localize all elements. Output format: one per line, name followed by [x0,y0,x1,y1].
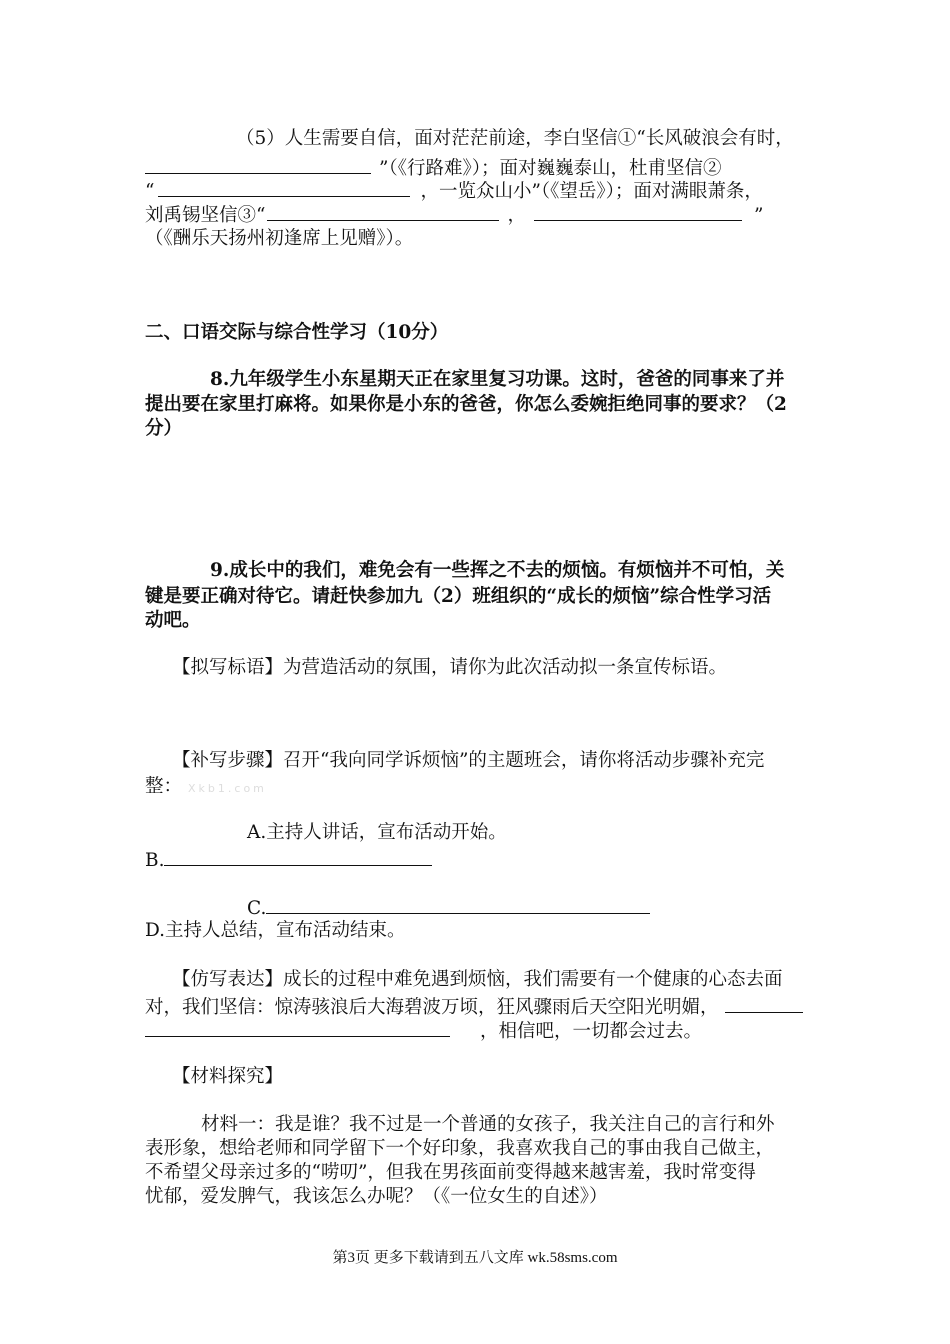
material-line2: 表形象，想给老师和同学留下一个好印象，我喜欢我自己的事由我自己做主， [145,1138,775,1159]
comma: ， [507,205,526,226]
slogan-prompt: 【拟写标语】为营造活动的氛围，请你为此次活动拟一条宣传标语。 [172,657,728,678]
q9-line3: 动吧。 [145,610,201,631]
q7-5-line4 [145,201,763,229]
q7-5-line3-text: ，一览众山小”（《望岳》）；面对满眼萧条， [420,181,763,202]
answer-blank-3[interactable] [267,201,499,221]
imitate-blank-1[interactable] [725,993,803,1013]
q7-5-line1: （5）人生需要自信，面对茫茫前途，李白坚信①“长风破浪会有时， [236,128,794,149]
step-c-label: C. [247,898,267,919]
imitate-line3 [145,1017,702,1045]
step-b-label: B. [145,850,165,871]
imitate-blank-2[interactable] [145,1017,450,1037]
imitate-line2-text: 对，我们坚信：惊涛骇浪后大海碧波万顷，狂风骤雨后天空阳光明媚， [145,997,719,1018]
q7-5-line2-text: ”（《行路难》）；面对巍巍泰山，杜甫坚信② [379,158,722,179]
step-c-blank[interactable] [266,894,650,914]
page-footer: 第3页 更多下载请到五八文库 wk.58sms.com [332,1250,618,1266]
q7-5-line5: （《酬乐天扬州初逢席上见赠》）。 [145,228,414,249]
answer-blank-4[interactable] [534,201,742,221]
close-quote: ” [753,205,764,226]
material-line4: 忧郁，爱发脾气，我该怎么办呢？（《一位女生的自述》） [145,1186,608,1207]
material-line3: 不希望父母亲过多的“唠叨”，但我在男孩面前变得越来越害羞，我时常变得 [145,1162,756,1183]
q8-line3: 分） [145,418,183,439]
step-d: D.主持人总结，宣布活动结束。 [145,920,406,941]
imitate-line1: 【仿写表达】成长的过程中难免遇到烦恼，我们需要有一个健康的心态去面 [172,969,783,990]
section-2-title: 二、口语交际与综合性学习（10分） [145,322,449,343]
imitate-line3-text: ，相信吧，一切都会过去。 [480,1021,703,1042]
material-title: 【材料探究】 [172,1066,284,1087]
answer-blank-2[interactable] [158,177,410,197]
step-b [145,846,432,874]
step-b-blank[interactable] [164,846,432,866]
watermark: Xkb1.com [188,782,267,795]
material-line1: 材料一：我是谁？我不过是一个普通的女孩子，我关注自己的言行和外 [201,1114,775,1135]
q8-line1: 8.九年级学生小东星期天正在家里复习功课。这时，爸爸的同事来了并 [210,369,785,390]
steps-line2 [145,774,267,802]
steps-line1: 【补写步骤】召开“我向同学诉烦恼”的主题班会，请你将活动步骤补充完 [172,750,765,771]
q9-line1: 9.成长中的我们，难免会有一些挥之不去的烦恼。有烦恼并不可怕，关 [210,560,785,581]
open-quote: “ [145,181,155,202]
steps-line2-text: 整： [145,776,183,797]
q8-line2: 提出要在家里打麻将。如果你是小东的爸爸，你怎么委婉拒绝同事的要求？（2 [145,394,787,415]
q7-5-line4-head: 刘禹锡坚信③“ [145,205,266,226]
answer-blank-1[interactable] [145,154,371,174]
q9-line2: 键是要正确对待它。请赶快参加九（2）班组织的“成长的烦恼”综合性学习活 [145,586,772,607]
step-a: A.主持人讲话，宣布活动开始。 [247,822,507,843]
